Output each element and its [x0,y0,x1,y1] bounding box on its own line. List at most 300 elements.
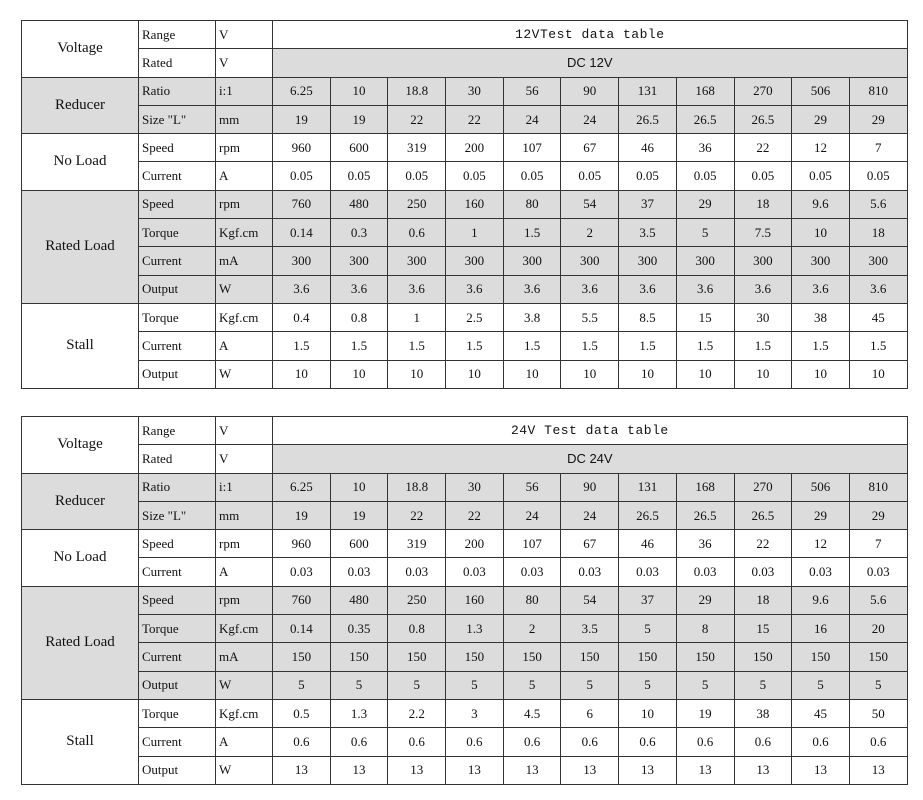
value-cell: 1.5 [388,332,446,360]
value-cell: 18 [734,190,792,218]
value-cell: 200 [446,530,504,558]
value-cell: 3.6 [676,275,734,303]
value-cell: 0.03 [849,558,907,586]
value-cell: 30 [446,473,504,501]
value-cell: 37 [619,190,677,218]
parameter-label: Output [139,671,216,699]
value-cell: 29 [676,586,734,614]
value-cell: 150 [734,643,792,671]
value-cell: 506 [792,473,850,501]
value-cell: 160 [446,586,504,614]
rated-voltage-value: DC 12V [273,49,908,77]
table-row [22,77,908,105]
value-cell: 24 [503,105,561,133]
value-cell: 150 [792,643,850,671]
value-cell: 0.35 [330,615,388,643]
value-cell: 0.8 [330,303,388,331]
value-cell: 1.5 [849,332,907,360]
value-cell: 1.5 [792,332,850,360]
voltage-label: Voltage [22,417,139,474]
table-row [22,530,908,558]
value-cell: 29 [676,190,734,218]
table-row [22,275,908,303]
value-cell: 6.25 [273,473,331,501]
group-label: Rated Load [22,190,139,303]
value-cell: 300 [503,247,561,275]
unit-label: mm [216,501,273,529]
value-cell: 5 [619,671,677,699]
parameter-label: Current [139,558,216,586]
table-row [22,134,908,162]
value-cell: 0.8 [388,615,446,643]
value-cell: 10 [734,360,792,388]
unit-label: rpm [216,586,273,614]
parameter-label: Size "L" [139,105,216,133]
value-cell: 67 [561,530,619,558]
parameter-label: Current [139,247,216,275]
value-cell: 67 [561,134,619,162]
value-cell: 80 [503,586,561,614]
rated-label: Rated [139,49,216,77]
value-cell: 0.05 [503,162,561,190]
parameter-label: Current [139,332,216,360]
value-cell: 26.5 [734,501,792,529]
value-cell: 22 [734,530,792,558]
value-cell: 150 [619,643,677,671]
value-cell: 0.05 [792,162,850,190]
value-cell: 0.03 [503,558,561,586]
table-row [22,756,908,784]
value-cell: 0.6 [273,728,331,756]
parameter-label: Current [139,643,216,671]
value-cell: 6 [561,699,619,727]
value-cell: 5 [330,671,388,699]
table-row [22,162,908,190]
rated-label: Rated [139,445,216,473]
table-row [22,219,908,247]
rated-unit: V [216,445,273,473]
unit-label: A [216,162,273,190]
unit-label: W [216,275,273,303]
value-cell: 22 [388,501,446,529]
value-cell: 0.05 [330,162,388,190]
value-cell: 13 [388,756,446,784]
value-cell: 54 [561,190,619,218]
value-cell: 480 [330,190,388,218]
value-cell: 13 [446,756,504,784]
value-cell: 960 [273,134,331,162]
value-cell: 16 [792,615,850,643]
value-cell: 13 [619,756,677,784]
value-cell: 3.5 [561,615,619,643]
parameter-label: Current [139,162,216,190]
group-label: Stall [22,699,139,784]
value-cell: 1.3 [330,699,388,727]
value-cell: 80 [503,190,561,218]
table-row [22,501,908,529]
value-cell: 24 [561,105,619,133]
value-cell: 1 [388,303,446,331]
value-cell: 20 [849,615,907,643]
value-cell: 300 [792,247,850,275]
value-cell: 0.5 [273,699,331,727]
value-cell: 5 [503,671,561,699]
value-cell: 3.6 [792,275,850,303]
value-cell: 0.05 [388,162,446,190]
value-cell: 30 [734,303,792,331]
parameter-label: Current [139,728,216,756]
parameter-label: Output [139,360,216,388]
value-cell: 0.05 [849,162,907,190]
value-cell: 4.5 [503,699,561,727]
range-label: Range [139,21,216,49]
value-cell: 3.5 [619,219,677,247]
rated-voltage-value: DC 24V [273,445,908,473]
value-cell: 300 [446,247,504,275]
unit-label: i:1 [216,77,273,105]
value-cell: 0.03 [446,558,504,586]
value-cell: 0.05 [619,162,677,190]
value-cell: 0.03 [273,558,331,586]
parameter-label: Speed [139,586,216,614]
value-cell: 5 [446,671,504,699]
voltage-range-row [22,21,908,49]
value-cell: 18 [734,586,792,614]
value-cell: 300 [388,247,446,275]
value-cell: 12 [792,530,850,558]
value-cell: 0.6 [734,728,792,756]
value-cell: 1.5 [503,332,561,360]
test-data-table-24v [21,416,908,785]
value-cell: 5 [619,615,677,643]
value-cell: 150 [388,643,446,671]
value-cell: 18.8 [388,473,446,501]
value-cell: 6.25 [273,77,331,105]
value-cell: 37 [619,586,677,614]
value-cell: 5 [792,671,850,699]
value-cell: 150 [561,643,619,671]
value-cell: 29 [849,501,907,529]
value-cell: 9.6 [792,190,850,218]
table-row [22,699,908,727]
value-cell: 5 [388,671,446,699]
value-cell: 480 [330,586,388,614]
value-cell: 0.03 [388,558,446,586]
value-cell: 10 [388,360,446,388]
value-cell: 0.05 [561,162,619,190]
value-cell: 0.05 [273,162,331,190]
value-cell: 22 [446,105,504,133]
value-cell: 760 [273,586,331,614]
value-cell: 168 [676,77,734,105]
value-cell: 19 [330,105,388,133]
value-cell: 10 [676,360,734,388]
value-cell: 13 [273,756,331,784]
unit-label: W [216,671,273,699]
value-cell: 3.6 [619,275,677,303]
value-cell: 5.6 [849,586,907,614]
value-cell: 50 [849,699,907,727]
value-cell: 15 [734,615,792,643]
value-cell: 5 [676,671,734,699]
value-cell: 54 [561,586,619,614]
value-cell: 19 [330,501,388,529]
table-row [22,728,908,756]
value-cell: 300 [849,247,907,275]
rated-unit: V [216,49,273,77]
value-cell: 10 [330,360,388,388]
value-cell: 150 [446,643,504,671]
value-cell: 90 [561,473,619,501]
value-cell: 2.2 [388,699,446,727]
value-cell: 90 [561,77,619,105]
value-cell: 960 [273,530,331,558]
value-cell: 1.5 [619,332,677,360]
group-label: Reducer [22,77,139,134]
value-cell: 10 [792,219,850,247]
value-cell: 10 [619,699,677,727]
value-cell: 45 [792,699,850,727]
value-cell: 8 [676,615,734,643]
unit-label: rpm [216,190,273,218]
table-row [22,360,908,388]
value-cell: 19 [273,501,331,529]
value-cell: 1 [446,219,504,247]
unit-label: mA [216,643,273,671]
value-cell: 5 [273,671,331,699]
table-row [22,473,908,501]
parameter-label: Torque [139,615,216,643]
value-cell: 5 [734,671,792,699]
value-cell: 19 [676,699,734,727]
value-cell: 0.6 [330,728,388,756]
value-cell: 107 [503,134,561,162]
table-row [22,558,908,586]
table-row [22,247,908,275]
value-cell: 0.14 [273,615,331,643]
value-cell: 3.6 [330,275,388,303]
unit-label: Kgf.cm [216,303,273,331]
value-cell: 2 [561,219,619,247]
value-cell: 250 [388,190,446,218]
value-cell: 13 [676,756,734,784]
value-cell: 5.5 [561,303,619,331]
parameter-label: Speed [139,190,216,218]
value-cell: 2.5 [446,303,504,331]
value-cell: 22 [446,501,504,529]
parameter-label: Speed [139,134,216,162]
value-cell: 0.14 [273,219,331,247]
unit-label: Kgf.cm [216,615,273,643]
value-cell: 38 [734,699,792,727]
value-cell: 810 [849,77,907,105]
parameter-label: Size "L" [139,501,216,529]
value-cell: 150 [273,643,331,671]
value-cell: 29 [792,501,850,529]
value-cell: 12 [792,134,850,162]
value-cell: 13 [734,756,792,784]
value-cell: 0.4 [273,303,331,331]
value-cell: 1.5 [446,332,504,360]
value-cell: 0.3 [330,219,388,247]
value-cell: 10 [503,360,561,388]
value-cell: 3.8 [503,303,561,331]
table-title: 12VTest data table [273,21,908,49]
value-cell: 300 [676,247,734,275]
table-row [22,615,908,643]
value-cell: 56 [503,77,561,105]
value-cell: 46 [619,134,677,162]
value-cell: 5 [561,671,619,699]
value-cell: 0.6 [676,728,734,756]
value-cell: 24 [503,501,561,529]
value-cell: 1.5 [561,332,619,360]
table-row [22,586,908,614]
value-cell: 3.6 [273,275,331,303]
value-cell: 319 [388,134,446,162]
value-cell: 0.6 [388,728,446,756]
value-cell: 0.03 [734,558,792,586]
value-cell: 10 [273,360,331,388]
value-cell: 3.6 [561,275,619,303]
group-label: Stall [22,303,139,388]
table-row [22,643,908,671]
value-cell: 0.03 [619,558,677,586]
value-cell: 760 [273,190,331,218]
value-cell: 10 [330,77,388,105]
value-cell: 250 [388,586,446,614]
value-cell: 150 [503,643,561,671]
voltage-label: Voltage [22,21,139,78]
value-cell: 36 [676,530,734,558]
value-cell: 131 [619,77,677,105]
value-cell: 270 [734,473,792,501]
value-cell: 5.6 [849,190,907,218]
group-label: No Load [22,134,139,191]
value-cell: 1.5 [330,332,388,360]
value-cell: 18.8 [388,77,446,105]
value-cell: 36 [676,134,734,162]
unit-label: rpm [216,530,273,558]
value-cell: 7 [849,530,907,558]
unit-label: W [216,756,273,784]
voltage-range-row [22,417,908,445]
value-cell: 7.5 [734,219,792,247]
value-cell: 200 [446,134,504,162]
unit-label: mA [216,247,273,275]
unit-label: Kgf.cm [216,219,273,247]
value-cell: 160 [446,190,504,218]
value-cell: 300 [619,247,677,275]
value-cell: 56 [503,473,561,501]
value-cell: 10 [792,360,850,388]
value-cell: 29 [792,105,850,133]
value-cell: 270 [734,77,792,105]
value-cell: 131 [619,473,677,501]
value-cell: 1.3 [446,615,504,643]
value-cell: 2 [503,615,561,643]
value-cell: 600 [330,134,388,162]
value-cell: 3.6 [734,275,792,303]
value-cell: 810 [849,473,907,501]
unit-label: i:1 [216,473,273,501]
value-cell: 9.6 [792,586,850,614]
value-cell: 300 [330,247,388,275]
value-cell: 0.03 [792,558,850,586]
value-cell: 506 [792,77,850,105]
value-cell: 1.5 [734,332,792,360]
value-cell: 7 [849,134,907,162]
table-row [22,303,908,331]
value-cell: 5 [849,671,907,699]
value-cell: 22 [388,105,446,133]
value-cell: 319 [388,530,446,558]
value-cell: 3 [446,699,504,727]
value-cell: 5 [676,219,734,247]
value-cell: 13 [503,756,561,784]
value-cell: 150 [676,643,734,671]
parameter-label: Output [139,756,216,784]
value-cell: 3.6 [446,275,504,303]
unit-label: A [216,558,273,586]
value-cell: 13 [330,756,388,784]
value-cell: 0.6 [792,728,850,756]
parameter-label: Output [139,275,216,303]
group-label: Reducer [22,473,139,530]
table-row [22,190,908,218]
value-cell: 300 [561,247,619,275]
range-label: Range [139,417,216,445]
value-cell: 600 [330,530,388,558]
table-row [22,105,908,133]
value-cell: 15 [676,303,734,331]
value-cell: 0.6 [561,728,619,756]
value-cell: 13 [849,756,907,784]
value-cell: 10 [330,473,388,501]
value-cell: 46 [619,530,677,558]
value-cell: 38 [792,303,850,331]
unit-label: rpm [216,134,273,162]
value-cell: 0.6 [446,728,504,756]
group-label: No Load [22,530,139,587]
parameter-label: Ratio [139,77,216,105]
unit-label: W [216,360,273,388]
unit-label: A [216,728,273,756]
value-cell: 8.5 [619,303,677,331]
value-cell: 19 [273,105,331,133]
parameter-label: Torque [139,303,216,331]
value-cell: 168 [676,473,734,501]
value-cell: 3.6 [849,275,907,303]
voltage-rated-row [22,445,908,473]
value-cell: 18 [849,219,907,247]
value-cell: 0.6 [619,728,677,756]
value-cell: 13 [561,756,619,784]
value-cell: 300 [734,247,792,275]
value-cell: 0.03 [676,558,734,586]
value-cell: 0.05 [676,162,734,190]
unit-label: A [216,332,273,360]
table-row [22,671,908,699]
value-cell: 26.5 [734,105,792,133]
value-cell: 107 [503,530,561,558]
value-cell: 0.6 [388,219,446,247]
value-cell: 10 [619,360,677,388]
value-cell: 1.5 [503,219,561,247]
value-cell: 45 [849,303,907,331]
unit-label: Kgf.cm [216,699,273,727]
parameter-label: Speed [139,530,216,558]
